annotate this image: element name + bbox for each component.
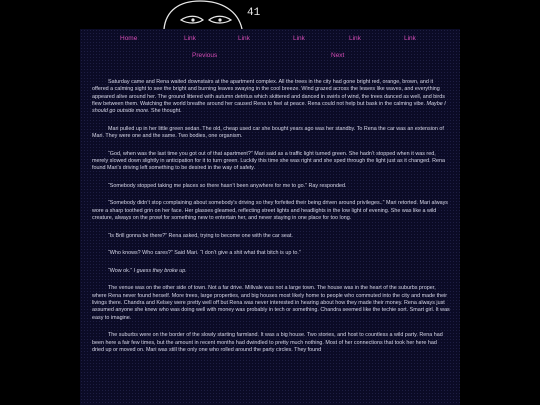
paragraph: “God, when was the last time you got out of that apartment?” Mari said as a traffic light turned green. She hadn’t stopped when it was red, merely slowed down slightly in anticipation for it to turn green. Luckily this time she was right and she sped through the light just as it changed. Rena found Mari’s driving left something to be desired in the way of safety.	[92, 150, 445, 172]
doodle-right-pupil	[218, 18, 221, 21]
nav-link-3[interactable]: Link	[293, 35, 305, 42]
paragraph: The suburbs were on the border of the slowly starting farmland. It was a big house. Two stories, and host to countless a wild party. Rena had been here a fair few times, but the amount in recent months had dwindled to pretty much nothing. Most of her connections that took her here had dried up or moved on. Mari was still the only one who rolled around the party circles. They found	[92, 332, 443, 353]
paragraph: “Is Brill gonna be there?” Rena asked, trying to become one with the car seat.	[108, 232, 293, 239]
nav-home-link[interactable]: Home	[120, 35, 138, 42]
story-page	[80, 29, 460, 405]
paragraph: Saturday came and Rena waited downstairs at the apartment complex. All the trees in the city had gone bright red, orange, brown, and it offered a calming sight to see the bright and burning leaves swaying in the cool breeze. Wind grazed across the leaves like waves, and everything appeared alive around her. The ground littered with autumn detritus which skittered and danced in swirls of wind, the trees danced as well, and birds flew between them. Watching the world breathe around her caused Rena to feel at peace. Rena could not help but bask in the calming vibe. Maybe I should go outside more. She thought.	[92, 79, 446, 115]
nav-link-2[interactable]: Link	[238, 35, 250, 42]
nav-link-4[interactable]: Link	[349, 35, 361, 42]
next-link[interactable]: Next	[331, 52, 345, 59]
paragraph: Mari pulled up in her little green sedan. The old, cheap used car she bought years ago was her standby. To Rena the car was an extension of Mari. They were one and the same. Two bodies, one organism.	[92, 125, 444, 140]
paragraph: The venue was on the other side of town. Not a far drive. Millvale was not a large town. The house was in the heart of the suburbs proper, where Rena never found herself. More trees, large properties, and big houses most likely home to people who commuted into the city and made their livings there. Chandra and Kelsey were pretty well off but Rena was never interested in hearing about how they made their money. Rena always just assumed anyone she knew who was doing well with money was probably in tech or something. Chandra seemed like the techie sort. Smart girl. It was easy to imagine.	[92, 285, 450, 321]
doodle-left-pupil	[191, 18, 194, 21]
paragraph: “Who knows? Who cares?” Said Mari. “I don’t give a shit what that bitch is up to.”	[108, 250, 301, 257]
doodle-face-outline	[164, 1, 242, 29]
nav-link-5[interactable]: Link	[404, 35, 416, 42]
story-text	[92, 79, 450, 364]
paragraph: “Somebody stopped taking me places so there hasn’t been anywhere for me to go.” Ray responded.	[108, 182, 347, 189]
nav-link-1[interactable]: Link	[184, 35, 196, 42]
paragraph: “Wow ok.” I guess they broke up.	[108, 267, 187, 274]
previous-link[interactable]: Previous	[192, 52, 218, 59]
paragraph: “Somebody didn’t stop complaining about somebody’s driving so they forfeited their being driven around privileges..” Mari retorted. Mari always wore a sharp toothed grin on her face. Her glasses gleamed, reflecting street lights and headlights in the low light of evening. She was like a wild creature, always on the prowl for something new to entertain her, and never staying in one place for too long.	[92, 200, 448, 222]
header-badge: 41	[247, 7, 261, 19]
